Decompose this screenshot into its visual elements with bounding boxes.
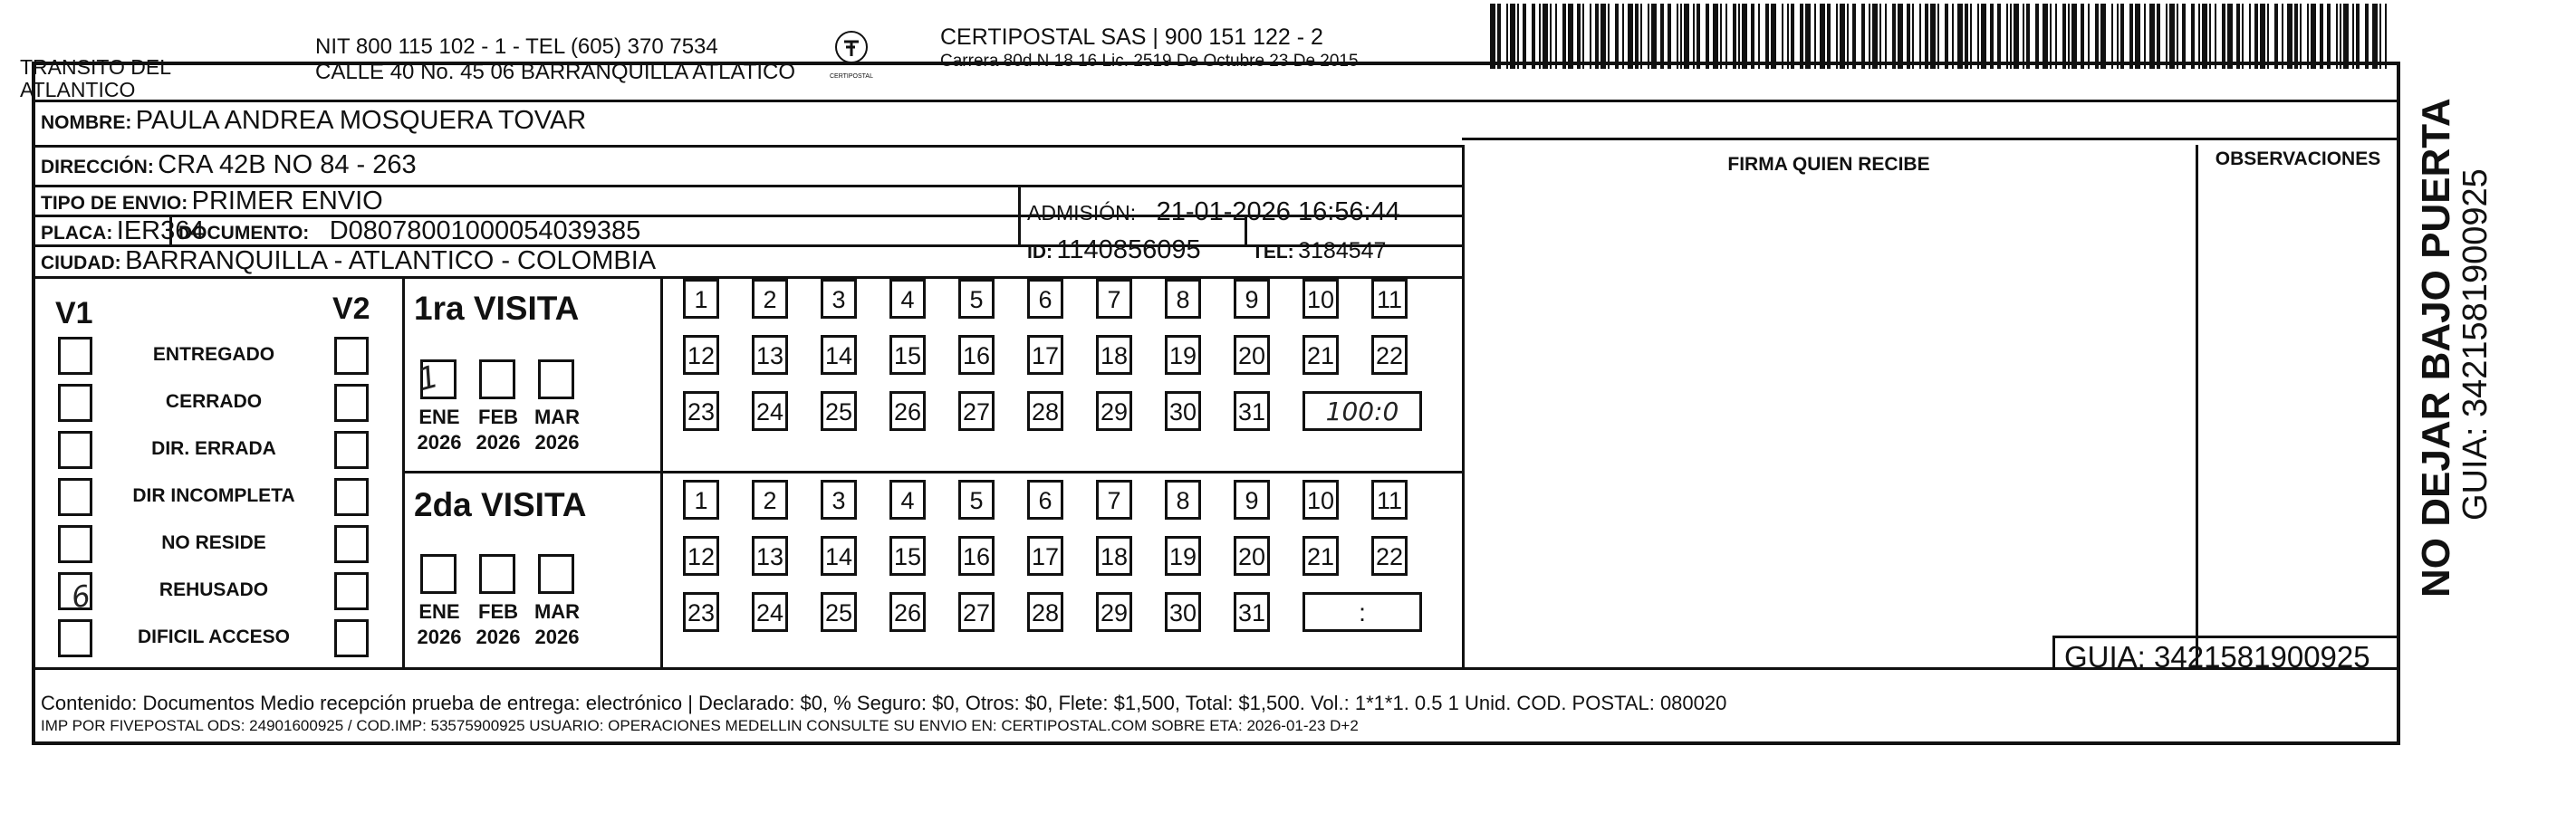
barcode-bar (2081, 4, 2084, 69)
visit2-day-box[interactable]: 22 (1371, 536, 1408, 576)
barcode-bar (1608, 4, 1610, 69)
visit1-day-box[interactable]: 28 (1027, 391, 1063, 431)
barcode-bar (2343, 4, 2349, 69)
admision-field (1027, 197, 1400, 227)
visit2-day-box[interactable]: 14 (821, 536, 857, 576)
barcode-bar (2120, 4, 2124, 69)
barcode-bar (2095, 4, 2099, 69)
admision-value: 21-01-2026 16:56:44 (1156, 197, 1400, 226)
barcode-bar (1957, 4, 1963, 69)
documento-label: DOCUMENTO: (178, 223, 310, 244)
visit1-day-box[interactable]: 11 (1371, 279, 1408, 319)
visit2-month-checkbox[interactable] (420, 554, 457, 594)
id-field (1027, 235, 1201, 265)
barcode-bar (2144, 4, 2146, 69)
barcode-bar (1852, 4, 1856, 69)
barcode-bar (2182, 4, 2186, 69)
barcode-bar (2068, 4, 2070, 69)
barcode-bar (1713, 4, 1718, 69)
barcode-bar (1506, 4, 1508, 69)
barcode-bar (1635, 4, 1639, 69)
barcode-bar (1510, 4, 1515, 69)
observaciones-area[interactable] (2198, 167, 2398, 634)
v1-checkbox[interactable] (58, 525, 92, 563)
barcode-bar (1869, 4, 1870, 69)
visit2-month-checkbox[interactable] (479, 554, 515, 594)
visit2-day-box[interactable]: 26 (889, 592, 926, 632)
month-name: MAR (533, 600, 581, 623)
visit1-day-box[interactable]: 9 (1234, 279, 1270, 319)
nombre-label: NOMBRE: (41, 112, 132, 133)
barcode-bar (2055, 4, 2057, 69)
reason-label: NO RESIDE (161, 532, 266, 553)
v1-checkbox[interactable] (58, 431, 92, 469)
visit1-day-box[interactable]: 5 (958, 279, 995, 319)
barcode-bar (2340, 4, 2341, 69)
v2-checkbox[interactable] (334, 572, 369, 610)
visit1-day-box[interactable]: 30 (1165, 391, 1201, 431)
month-year: 2026 (476, 431, 521, 454)
barcode-bar (1919, 4, 1921, 69)
imp-line: IMP POR FIVEPOSTAL ODS: 24901600925 / COD.IMP: 53575900925 USUARIO: OPERACIONES MEDELLIN CONSULTE SU ENVIO EN: CERTIPOSTAL.COM SOBRE ETA: 2026-01-23 D+2 (41, 717, 1359, 734)
barcode-bar (1517, 4, 1519, 69)
barcode-bar (1800, 4, 1803, 69)
barcode-bar (1907, 4, 1910, 69)
barcode-bar (1805, 4, 1811, 69)
month-name: MAR (533, 406, 581, 428)
barcode-bar (2287, 4, 2292, 69)
reason-label: REHUSADO (159, 579, 269, 600)
visit2-day-box[interactable]: 11 (1371, 480, 1408, 520)
visit1-day-box[interactable]: 6 (1027, 279, 1063, 319)
barcode-bar (2177, 4, 2178, 69)
month-name: FEB (478, 600, 518, 623)
barcode-bar (1751, 4, 1754, 69)
signature-area[interactable] (1465, 174, 2194, 665)
barcode-bar (1820, 4, 1825, 69)
tel-label: TEL: (1252, 242, 1294, 263)
barcode-bar (2209, 4, 2211, 69)
barcode-bar (2236, 4, 2240, 69)
reason-label: ENTREGADO (152, 344, 275, 365)
month-year: 2026 (417, 626, 462, 648)
barcode-bar (1879, 4, 1881, 69)
barcode-bar (1615, 4, 1619, 69)
visit2-day-box[interactable]: 20 (1234, 536, 1270, 576)
delivery-form (32, 62, 2400, 745)
barcode-bar (2035, 4, 2039, 69)
barcode-bar (1693, 4, 1695, 69)
barcode-bar (1490, 4, 1495, 69)
barcode-bar (2227, 4, 2233, 69)
nombre-field (41, 106, 586, 136)
v2-checkbox[interactable] (334, 478, 369, 516)
visit2-month-label (527, 599, 587, 650)
v2-header: V2 (332, 292, 370, 326)
barcode-bar (1970, 4, 1972, 69)
barcode-bar (2129, 4, 2133, 69)
barcode-bar (2169, 4, 2175, 69)
visit1-time-box[interactable]: 100:0 (1302, 391, 1422, 431)
barcode-bar (1990, 4, 1994, 69)
address-line: CALLE 40 No. 45 06 BARRANQUILLA ATLATICO (315, 60, 796, 84)
visit2-day-box[interactable]: 15 (889, 536, 926, 576)
visit2-day-box[interactable]: 3 (821, 480, 857, 520)
visit1-day-box[interactable]: 31 (1234, 391, 1270, 431)
barcode-bar (1872, 4, 1878, 69)
barcode-bar (2026, 4, 2030, 69)
barcode-bar (1977, 4, 1979, 69)
barcode-bar (1680, 4, 1682, 69)
v2-checkbox[interactable] (334, 431, 369, 469)
barcode-bar (2100, 4, 2106, 69)
barcode-bar (1898, 4, 1903, 69)
barcode-bar (2242, 4, 2244, 69)
visit1-day-box[interactable]: 20 (1234, 335, 1270, 375)
barcode-bar (2117, 4, 2119, 69)
visit2-day-box[interactable]: 21 (1302, 536, 1339, 576)
barcode-bar (1577, 4, 1581, 69)
visit1-day-box[interactable]: 27 (958, 391, 995, 431)
barcode-bar (1952, 4, 1954, 69)
visit2-month-label (468, 599, 528, 650)
barcode-bar (1738, 4, 1740, 69)
visit1-title: 1ra VISITA (414, 290, 580, 327)
reason-label: DIR. ERRADA (151, 438, 276, 459)
barcode-bar (2014, 4, 2019, 69)
barcode-bar (2260, 4, 2265, 69)
barcode-bar (1945, 4, 1948, 69)
visit1-month-label (527, 405, 587, 455)
contenido-line: Contenido: Documentos Medio recepción prueba de entrega: electrónico | Declarado: $0, % Seguro: $0, Otros: $0, Flete: $1,500, Total: $1,500. Vol.: 1*1*1. 0.5 1 Unid. COD. POSTAL: 080020 (41, 692, 1727, 714)
barcode-bar (2202, 4, 2207, 69)
guia-box: GUIA: 3421581900925 (2064, 640, 2370, 674)
barcode-bar (1622, 4, 1624, 69)
visit1-day-box[interactable]: 1 (683, 279, 719, 319)
barcode-bar (2320, 4, 2323, 69)
barcode-bar (2311, 4, 2316, 69)
visit1-day-box[interactable]: 25 (821, 391, 857, 431)
barcode-bar (1640, 4, 1642, 69)
placa-value: IER364 (116, 216, 205, 245)
visit1-day-box[interactable]: 26 (889, 391, 926, 431)
barcode-bar (1814, 4, 1816, 69)
barcode-bar (2111, 4, 2113, 69)
barcode-bar (2215, 4, 2216, 69)
visit1-day-box[interactable]: 12 (683, 335, 719, 375)
v1-handwritten-mark: 6 (68, 578, 93, 616)
barcode-bar (1965, 4, 1968, 69)
barcode-bar (1758, 4, 1760, 69)
id-value: 1140856095 (1056, 235, 1201, 264)
visit1-day-box[interactable]: 10 (1302, 279, 1339, 319)
barcode-bar (1840, 4, 1845, 69)
month-year: 2026 (417, 431, 462, 454)
visit1-day-box[interactable]: 4 (889, 279, 926, 319)
ciudad-label: CIUDAD: (41, 253, 121, 273)
barcode-bar (2010, 4, 2012, 69)
courier-line1: CERTIPOSTAL SAS | 900 151 122 - 2 (940, 24, 1323, 50)
visit2-day-box[interactable]: 29 (1096, 592, 1132, 632)
reason-label: DIR INCOMPLETA (132, 485, 295, 506)
barcode-bar (2249, 4, 2251, 69)
visit2-day-box[interactable]: 30 (1165, 592, 1201, 632)
side-warning: NO DEJAR BAJO PUERTA (2414, 98, 2458, 598)
barcode-bar (1981, 4, 1986, 69)
v1-checkbox[interactable] (58, 619, 92, 657)
logo-text: CERTIPOSTAL (830, 73, 873, 80)
tipo-envio-label: TIPO DE ENVIO: (41, 193, 188, 214)
visit2-day-box[interactable]: 10 (1302, 480, 1339, 520)
direccion-value: CRA 42B NO 84 - 263 (158, 150, 417, 179)
visit1-day-box[interactable]: 15 (889, 335, 926, 375)
month-name: ENE (418, 406, 460, 428)
visit1-day-box[interactable]: 22 (1371, 335, 1408, 375)
visit2-month-checkbox[interactable] (538, 554, 574, 594)
barcode-bar (2282, 4, 2283, 69)
documento-value: D08078001000054039385 (329, 216, 641, 245)
barcode-bar (2166, 4, 2167, 69)
visit2-day-box[interactable]: 13 (752, 536, 788, 576)
visit1-day-box[interactable]: 14 (821, 335, 857, 375)
barcode-bar (1590, 4, 1591, 69)
nit-line: NIT 800 115 102 - 1 - TEL (605) 370 7534 (315, 34, 718, 59)
visit2-day-box[interactable]: 17 (1027, 536, 1063, 576)
month-year: 2026 (534, 626, 580, 648)
v2-checkbox[interactable] (334, 525, 369, 563)
visit1-month-label (468, 405, 528, 455)
visit2-day-box[interactable]: 18 (1096, 536, 1132, 576)
nombre-value: PAULA ANDREA MOSQUERA TOVAR (135, 106, 587, 135)
barcode-bar (1600, 4, 1606, 69)
barcode-bar (2157, 4, 2160, 69)
visit2-time-box[interactable]: : (1302, 592, 1422, 632)
barcode-bar (1937, 4, 1939, 69)
company-line2: ATLANTICO (20, 78, 136, 101)
id-label: ID: (1027, 242, 1053, 263)
barcode-bar (2352, 4, 2354, 69)
visit2-day-box[interactable]: 5 (958, 480, 995, 520)
barcode-bar (1651, 4, 1657, 69)
barcode-bar (1925, 4, 1928, 69)
barcode-bar (1836, 4, 1838, 69)
barcode-bar (2274, 4, 2278, 69)
barcode-bar (1892, 4, 1896, 69)
visit1-day-box[interactable]: 18 (1096, 335, 1132, 375)
visit2-day-box[interactable]: 28 (1027, 592, 1063, 632)
barcode-bar (1787, 4, 1789, 69)
visit1-day-box[interactable]: 21 (1302, 335, 1339, 375)
barcode-bar (1847, 4, 1849, 69)
visit1-day-box[interactable]: 8 (1165, 279, 1201, 319)
visit2-day-box[interactable]: 9 (1234, 480, 1270, 520)
barcode-bar (2135, 4, 2140, 69)
barcode-bar (2088, 4, 2090, 69)
barcode-bar (2023, 4, 2024, 69)
v1-checkbox[interactable] (58, 384, 92, 422)
barcode-bar (2365, 4, 2369, 69)
barcode-bar (2006, 4, 2008, 69)
visit2-day-box[interactable]: 2 (752, 480, 788, 520)
visit1-day-box[interactable]: 17 (1027, 335, 1063, 375)
barcode-bar (1791, 4, 1794, 69)
barcode-bar (1539, 4, 1541, 69)
visit2-title: 2da VISITA (414, 486, 587, 523)
barcode-bar (2062, 4, 2066, 69)
visit1-month-checkbox[interactable] (538, 359, 574, 399)
v2-checkbox[interactable] (334, 384, 369, 422)
barcode-bar (2191, 4, 2195, 69)
visit1-month-label (409, 405, 469, 455)
barcode-bar (2267, 4, 2269, 69)
barcode-bar (1930, 4, 1936, 69)
barcode-bar (1782, 4, 1783, 69)
barcode-bar (1668, 4, 1671, 69)
v1-checkbox[interactable] (58, 478, 92, 516)
barcode-bar (1582, 4, 1584, 69)
visit1-day-box[interactable]: 29 (1096, 391, 1132, 431)
side-guia: GUIA: 3421581900925 (2456, 168, 2494, 521)
barcode-bar (2198, 4, 2200, 69)
direccion-label: DIRECCIÓN: (41, 157, 154, 177)
admision-label: ADMISIÓN: (1027, 201, 1137, 225)
barcode-bar (1550, 4, 1552, 69)
ciudad-value: BARRANQUILLA - ATLANTICO - COLOMBIA (125, 246, 657, 275)
barcode-bar (1827, 4, 1831, 69)
month-name: FEB (478, 406, 518, 428)
visit1-month-checkbox[interactable] (479, 359, 515, 399)
barcode-bar (1885, 4, 1887, 69)
visit1-month-mark: 1 (414, 358, 443, 399)
visit2-day-box[interactable]: 7 (1096, 480, 1132, 520)
tel-field (1252, 238, 1386, 264)
visit2-day-box[interactable]: 24 (752, 592, 788, 632)
visit2-day-box[interactable]: 12 (683, 536, 719, 576)
barcode-bar (1562, 4, 1566, 69)
barcode-bar (1771, 4, 1776, 69)
barcode-bar (2385, 4, 2387, 69)
visit2-day-box[interactable]: 31 (1234, 592, 1270, 632)
visit1-day-box[interactable]: 19 (1165, 335, 1201, 375)
direccion-field (41, 150, 417, 180)
tipo-envio-value: PRIMER ENVIO (191, 186, 383, 215)
observaciones-label: OBSERVACIONES (2215, 148, 2381, 169)
barcode-bar (1648, 4, 1649, 69)
placa-label: PLACA: (41, 223, 113, 244)
barcode-bar (1733, 4, 1736, 69)
barcode-bar (2222, 4, 2225, 69)
barcode-bar (1706, 4, 1709, 69)
barcode-bar (1497, 4, 1501, 69)
barcode-bar (2050, 4, 2052, 69)
reason-label: DIFICIL ACCESO (137, 626, 290, 647)
barcode-bar (1997, 4, 2001, 69)
visit1-day-box[interactable]: 2 (752, 279, 788, 319)
barcode-bar (1765, 4, 1769, 69)
visit2-day-box[interactable]: 8 (1165, 480, 1201, 520)
reason-label: CERRADO (165, 391, 263, 412)
barcode-bar (2043, 4, 2048, 69)
v2-checkbox[interactable] (334, 619, 369, 657)
barcode-bar (1532, 4, 1535, 69)
barcode-bar (1720, 4, 1722, 69)
barcode-bar (1660, 4, 1664, 69)
visit2-day-box[interactable]: 16 (958, 536, 995, 576)
barcode-bar (1684, 4, 1689, 69)
barcode-bar (2071, 4, 2077, 69)
barcode-bar (2254, 4, 2258, 69)
barcode-bar (1628, 4, 1633, 69)
visit2-day-box[interactable]: 25 (821, 592, 857, 632)
visit1-day-box[interactable]: 24 (752, 391, 788, 431)
barcode-bar (2327, 4, 2331, 69)
barcode-bar (1595, 4, 1599, 69)
barcode-bar (2372, 4, 2378, 69)
visit2-day-box[interactable]: 23 (683, 592, 719, 632)
barcode-bar (2356, 4, 2360, 69)
courier-line2: Carrera 80d N 18 16 Lic. 2519 De Octubre 23 De 2015 (940, 52, 1359, 71)
firma-label: FIRMA QUIEN RECIBE (1727, 154, 1930, 175)
visit1-day-box[interactable]: 3 (821, 279, 857, 319)
barcode-bar (2300, 4, 2302, 69)
v1-checkbox[interactable] (58, 337, 92, 375)
visit2-day-box[interactable]: 27 (958, 592, 995, 632)
month-name: ENE (418, 600, 460, 623)
barcode-bar (1725, 4, 1727, 69)
barcode-bar (1912, 4, 1914, 69)
visit2-day-box[interactable]: 4 (889, 480, 926, 520)
barcode-bar (2307, 4, 2309, 69)
visit1-day-box[interactable]: 23 (683, 391, 719, 431)
barcode-bar (2336, 4, 2338, 69)
visit1-day-box[interactable]: 7 (1096, 279, 1132, 319)
barcode-bar (1555, 4, 1557, 69)
month-year: 2026 (476, 626, 521, 648)
month-year: 2026 (534, 431, 580, 454)
barcode-bar (1677, 4, 1678, 69)
visit2-day-box[interactable]: 19 (1165, 536, 1201, 576)
barcode-bar (2379, 4, 2381, 69)
barcode-bar (1523, 4, 1526, 69)
visit2-day-box[interactable]: 6 (1027, 480, 1063, 520)
visit2-month-label (409, 599, 469, 650)
visit1-day-box[interactable]: 16 (958, 335, 995, 375)
barcode-bar (1568, 4, 1573, 69)
barcode-bar (1543, 4, 1548, 69)
barcode-bar (2294, 4, 2298, 69)
barcode (1490, 4, 2396, 69)
documento-field (178, 216, 640, 246)
barcode-bar (1697, 4, 1700, 69)
barcode-bar (2149, 4, 2155, 69)
company-line1: TRANSITO DEL (20, 55, 171, 79)
v1-header: V1 (55, 296, 93, 330)
tel-value: 3184547 (1298, 238, 1387, 263)
tipo-envio-field (41, 186, 383, 216)
visit1-day-box[interactable]: 13 (752, 335, 788, 375)
ciudad-field (41, 246, 656, 276)
barcode-bar (1742, 4, 1747, 69)
barcode-bar (1861, 4, 1865, 69)
visit2-day-box[interactable]: 1 (683, 480, 719, 520)
v2-checkbox[interactable] (334, 337, 369, 375)
